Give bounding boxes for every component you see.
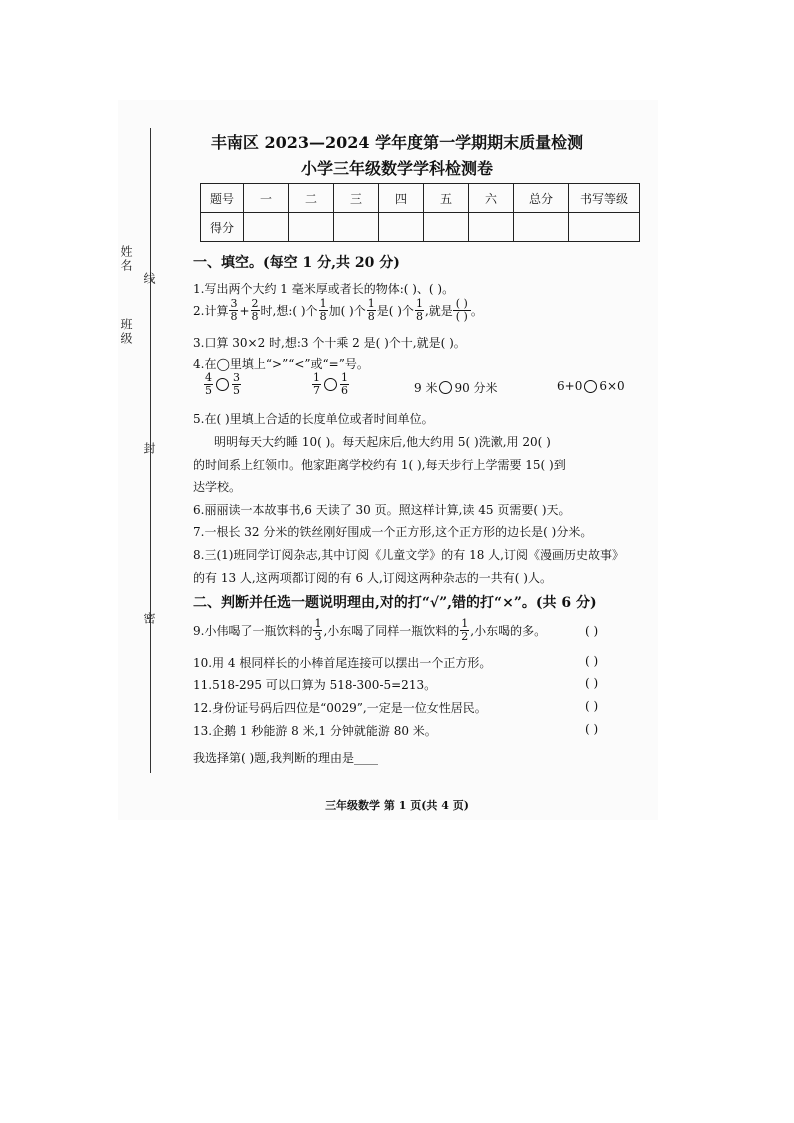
question-5: 5.在( )里填上合适的长度单位或者时间单位。 [193,412,434,426]
denominator: 8 [251,310,259,323]
question-9 [193,618,546,643]
fraction [232,372,241,397]
fraction [460,618,469,643]
class-label: 班级 [119,318,133,346]
score-cell[interactable] [469,213,514,242]
compare-circle[interactable] [324,378,337,391]
score-cell[interactable] [244,213,289,242]
denominator: 5 [205,384,212,397]
score-header-cell: 一 [244,184,289,213]
q2-text: 加( )个 [328,304,366,318]
fraction [313,618,322,643]
score-cell[interactable] [424,213,469,242]
denominator: 2 [461,630,469,643]
q2-text: 时,想:( )个 [260,304,318,318]
answer-paren[interactable]: ( ) [585,654,599,668]
score-header-cell: 题号 [201,184,244,213]
denominator: 8 [319,310,327,323]
compare-circle[interactable] [439,381,452,394]
fraction [415,298,424,323]
score-header-cell: 二 [289,184,334,213]
score-cell[interactable] [379,213,424,242]
score-table [200,183,640,242]
fraction [229,298,238,323]
numerator: 1 [415,297,423,310]
score-header-cell: 书写等级 [569,184,640,213]
score-cell[interactable] [334,213,379,242]
numerator: 1 [319,297,327,310]
q2-text: ,就是 [424,304,453,318]
compare-circle[interactable] [216,378,229,391]
score-cell[interactable] [514,213,569,242]
answer-paren[interactable]: ( ) [585,722,599,736]
q2-text: 是( )个 [376,304,414,318]
question-1: 1.写出两个大约 1 毫米厚或者长的物体:( )、( )。 [193,282,455,296]
numerator: 1 [314,617,322,630]
question-11: 11.518-295 可以口算为 518-300-5=213。 [193,678,437,692]
answer-paren[interactable]: ( ) [585,699,599,713]
page-subtitle: 小学三年级数学学科检测卷 [300,159,493,178]
name-label: 姓名 [119,245,133,273]
q9-text: 9.小伟喝了一瓶饮料的 [193,624,313,638]
question-6: 6.丽丽读一本故事书,6 天读了 30 页。照这样计算,读 45 页需要( )天。 [193,503,571,517]
question-12: 12.身份证号码后四位是“0029”,一定是一位女性居民。 [193,701,487,715]
question-10: 10.用 4 根同样长的小棒首尾连接可以摆出一个正方形。 [193,656,492,670]
choose-line: 我选择第( )题,我判断的理由是____ [193,751,378,765]
compare-right: 6×0 [599,379,625,393]
score-row-label: 得分 [201,213,244,242]
line-char: 线 [142,272,156,286]
seal-char: 封 [142,442,156,456]
question-5-line: 达学校。 [193,480,242,494]
page-footer: 三年级数学 第 1 页(共 4 页) [325,799,469,812]
fraction [367,298,376,323]
compare-item-4 [557,379,625,393]
fraction [319,298,328,323]
denominator: 6 [341,384,348,397]
question-7: 7.一根长 32 分米的铁丝刚好围成一个正方形,这个正方形的边长是( )分米。 [193,525,593,539]
numerator: 1 [461,617,469,630]
secret-char: 密 [142,612,156,626]
fraction [251,298,260,323]
score-cell[interactable] [569,213,640,242]
q2-end: 。 [470,304,483,318]
denominator: 5 [233,384,240,397]
numerator: 2 [251,297,259,310]
section-1-heading: 一、填空。(每空 1 分,共 20 分) [193,255,400,271]
numerator: 4 [205,371,212,384]
numerator: 1 [341,371,348,384]
question-5-line: 的时间系上红领巾。他家距离学校约有 1( ),每天步行上学需要 15( )到 [193,458,566,472]
score-value-row [201,213,640,242]
numerator: 1 [313,371,320,384]
q9-text: ,小东喝的多。 [470,624,547,638]
compare-item-1 [203,372,242,397]
question-3: 3.口算 30×2 时,想:3 个十乘 2 是( )个十,就是( )。 [193,336,466,350]
answer-paren[interactable]: ( ) [585,676,599,690]
numerator: 3 [233,371,240,384]
denominator: 8 [415,310,423,323]
denominator: 8 [230,310,238,323]
q9-text: ,小东喝了同样一瓶饮料的 [323,624,460,638]
question-13: 13.企鹅 1 秒能游 8 米,1 分钟就能游 80 米。 [193,724,437,738]
page-title: 丰南区 2023—2024 学年度第一学期期末质量检测 [210,133,584,152]
denominator: 7 [313,384,320,397]
answer-denominator: ( ) [455,310,468,323]
fraction [312,372,321,397]
denominator: 3 [314,630,322,643]
fraction [340,372,349,397]
answer-numerator: ( ) [453,298,471,311]
question-2 [193,298,483,323]
question-8-line: 的有 13 人,这两项都订阅的有 6 人,订阅这两种杂志的一共有( )人。 [193,571,552,585]
score-header-row [201,184,640,213]
compare-left: 6+0 [557,379,583,393]
compare-right: 90 分米 [454,381,498,395]
compare-circle[interactable] [584,380,597,393]
question-5-line: 明明每天大约睡 10( )。每天起床后,他大约用 5( )洗漱,用 20( ) [214,435,551,449]
answer-fraction-blank[interactable] [453,298,471,323]
score-header-cell: 六 [469,184,514,213]
score-header-cell: 三 [334,184,379,213]
numerator: 3 [230,297,238,310]
answer-paren[interactable]: ( ) [585,624,599,638]
section-2-heading: 二、判断并任选一题说明理由,对的打“√”,错的打“×”。(共 6 分) [193,595,597,611]
numerator: 1 [367,297,375,310]
compare-item-2 [311,372,350,397]
fraction [204,372,213,397]
score-header-cell: 四 [379,184,424,213]
question-8-line: 8.三(1)班同学订阅杂志,其中订阅《儿童文学》的有 18 人,订阅《漫画历史故事》 [193,548,624,562]
score-header-cell: 总分 [514,184,569,213]
denominator: 8 [367,310,375,323]
compare-item-3 [414,379,498,396]
score-header-cell: 五 [424,184,469,213]
score-cell[interactable] [289,213,334,242]
q2-plus: + [239,303,250,318]
question-4: 4.在◯里填上“>”“<”或“=”号。 [193,357,369,371]
compare-left: 9 米 [414,381,438,395]
q2-lead: 2.计算 [193,304,229,318]
